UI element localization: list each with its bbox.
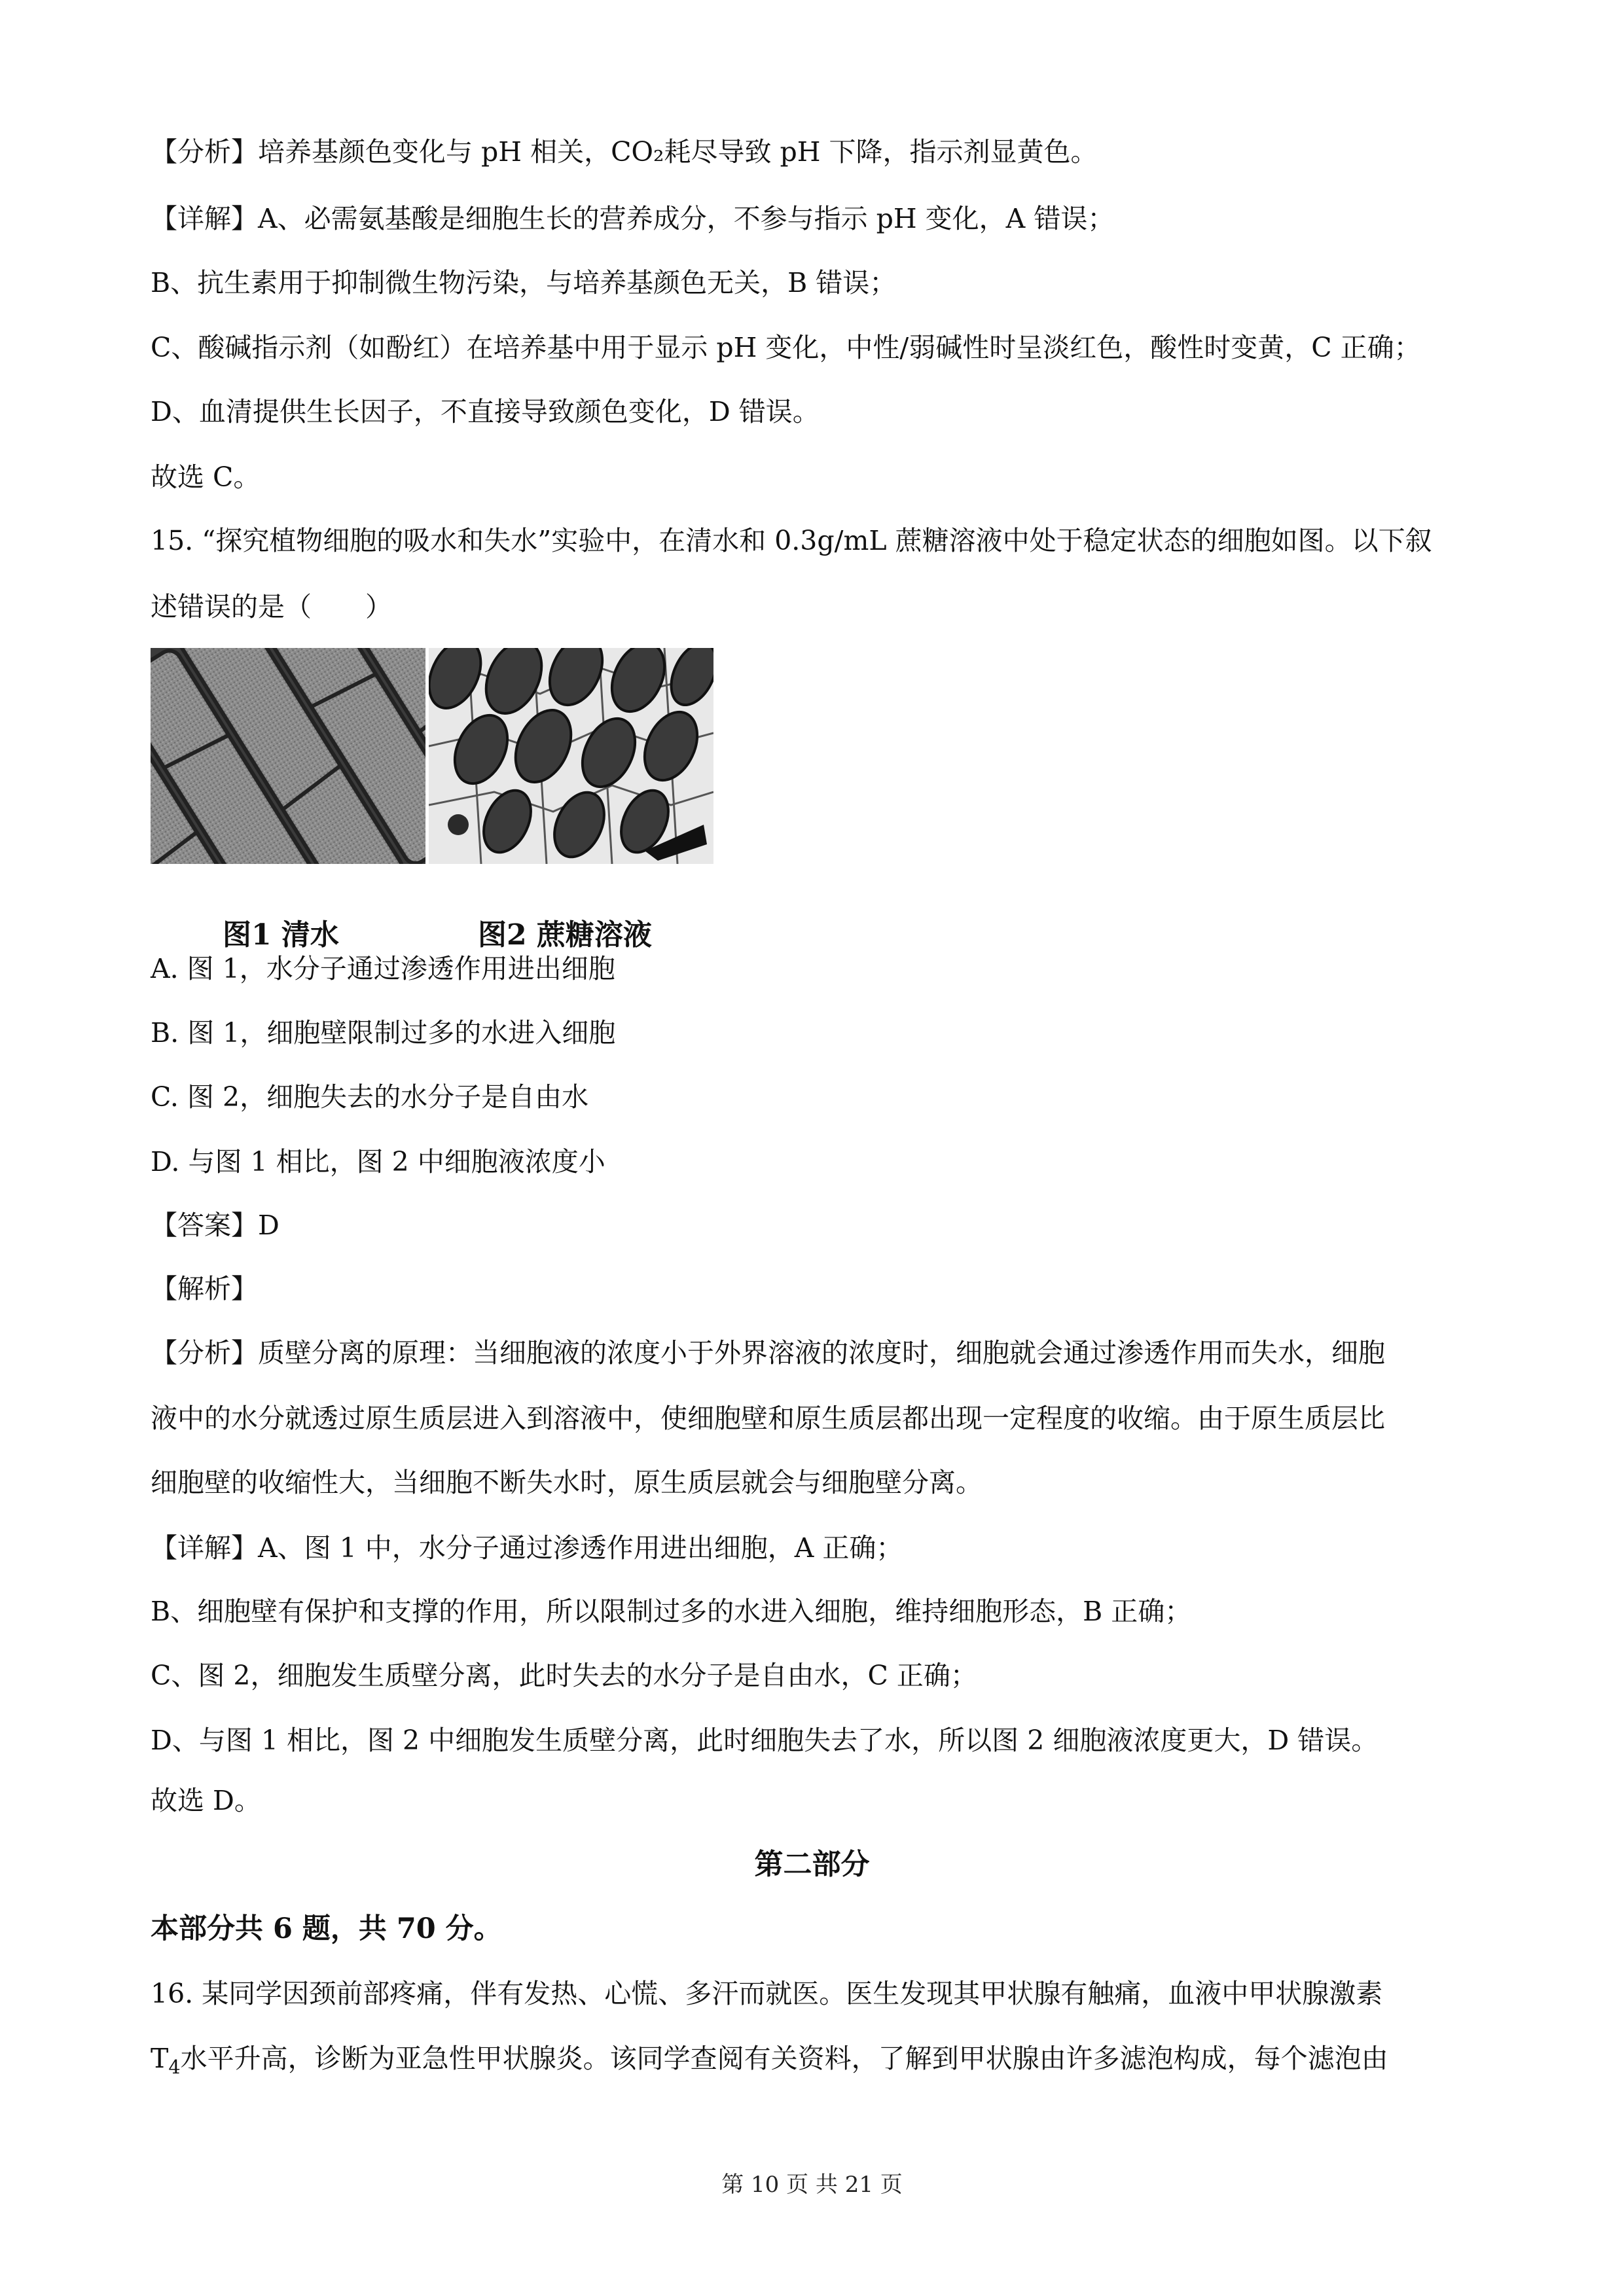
q16-line2-rest: 水平升高，诊断为亚急性甲状腺炎。该同学查阅有关资料，了解到甲状腺由许多滤泡构成，每个滤泡由 xyxy=(180,2043,1388,2074)
q16-line2 xyxy=(151,2040,1388,2077)
q15-detail-a: 【详解】A、图 1 中，水分子通过渗透作用进出细胞，A 正确； xyxy=(151,1532,903,1564)
q15-option-b: B. 图 1，细胞壁限制过多的水进入细胞 xyxy=(151,1017,616,1049)
q15-detail-d: D、与图 1 相比，图 2 中细胞发生质壁分离，此时细胞失去了水，所以图 2 细胞液浓度更大，D 错误。 xyxy=(151,1725,1379,1756)
q15-option-d: D. 与图 1 相比，图 2 中细胞液浓度小 xyxy=(151,1146,605,1177)
prev-detail-a: 【详解】A、必需氨基酸是细胞生长的营养成分，不参与指示 pH 变化，A 错误； xyxy=(151,203,1115,234)
q15-stem-line2: 述错误的是（ ） xyxy=(151,591,392,622)
q15-detail-c: C、图 2，细胞发生质壁分离，此时失去的水分子是自由水，C 正确； xyxy=(151,1660,977,1691)
q16-line1: 16. 某同学因颈前部疼痛，伴有发热、心慌、多汗而就医。医生发现其甲状腺有触痛，血液中甲状腺激素 xyxy=(151,1978,1383,2009)
page-number: 第 10 页 共 21 页 xyxy=(721,2172,903,2198)
q15-figure xyxy=(151,648,713,864)
q15-choice: 故选 D。 xyxy=(151,1785,261,1816)
q15-option-a: A. 图 1，水分子通过渗透作用进出细胞 xyxy=(151,953,615,984)
figure1-caption: 图1 清水 xyxy=(223,918,339,952)
q16-t4-subscript: 4 xyxy=(168,2056,181,2079)
figure2-sucrose-cells xyxy=(429,648,713,864)
q15-jiexi-heading: 【解析】 xyxy=(151,1273,258,1304)
part2-title: 第二部分 xyxy=(754,1848,870,1881)
figure2-caption: 图2 蔗糖溶液 xyxy=(478,918,652,952)
q15-analysis-line2: 液中的水分就透过原生质层进入到溶液中，使细胞壁和原生质层都出现一定程度的收缩。由于原生质层比 xyxy=(151,1403,1385,1434)
figure1-water-cells xyxy=(151,648,425,864)
prev-analysis: 【分析】培养基颜色变化与 pH 相关，CO₂耗尽导致 pH 下降，指示剂显黄色。 xyxy=(151,136,1098,168)
q15-option-c: C. 图 2，细胞失去的水分子是自由水 xyxy=(151,1081,589,1113)
prev-choice: 故选 C。 xyxy=(151,461,261,493)
prev-detail-d: D、血清提供生长因子，不直接导致颜色变化，D 错误。 xyxy=(151,396,820,427)
prev-detail-b: B、抗生素用于抑制微生物污染，与培养基颜色无关，B 错误； xyxy=(151,267,897,298)
q15-analysis-line1: 【分析】质壁分离的原理：当细胞液的浓度小于外界溶液的浓度时，细胞就会通过渗透作用而失水，细胞 xyxy=(151,1337,1385,1369)
q15-analysis-line3: 细胞壁的收缩性大，当细胞不断失水时，原生质层就会与细胞壁分离。 xyxy=(151,1467,983,1498)
prev-detail-c: C、酸碱指示剂（如酚红）在培养基中用于显示 pH 变化，中性/弱碱性时呈淡红色，酸性时变黄，C 正确； xyxy=(151,332,1421,363)
q15-detail-b: B、细胞壁有保护和支撑的作用，所以限制过多的水进入细胞，维持细胞形态，B 正确； xyxy=(151,1596,1192,1627)
q15-stem-line1: 15. “探究植物细胞的吸水和失水”实验中，在清水和 0.3g/mL 蔗糖溶液中处于稳定状态的细胞如图。以下叙 xyxy=(151,525,1432,556)
q15-answer: 【答案】D xyxy=(151,1210,280,1241)
q16-t4-letter: T xyxy=(151,2043,169,2074)
part2-summary: 本部分共 6 题，共 70 分。 xyxy=(151,1912,502,1945)
